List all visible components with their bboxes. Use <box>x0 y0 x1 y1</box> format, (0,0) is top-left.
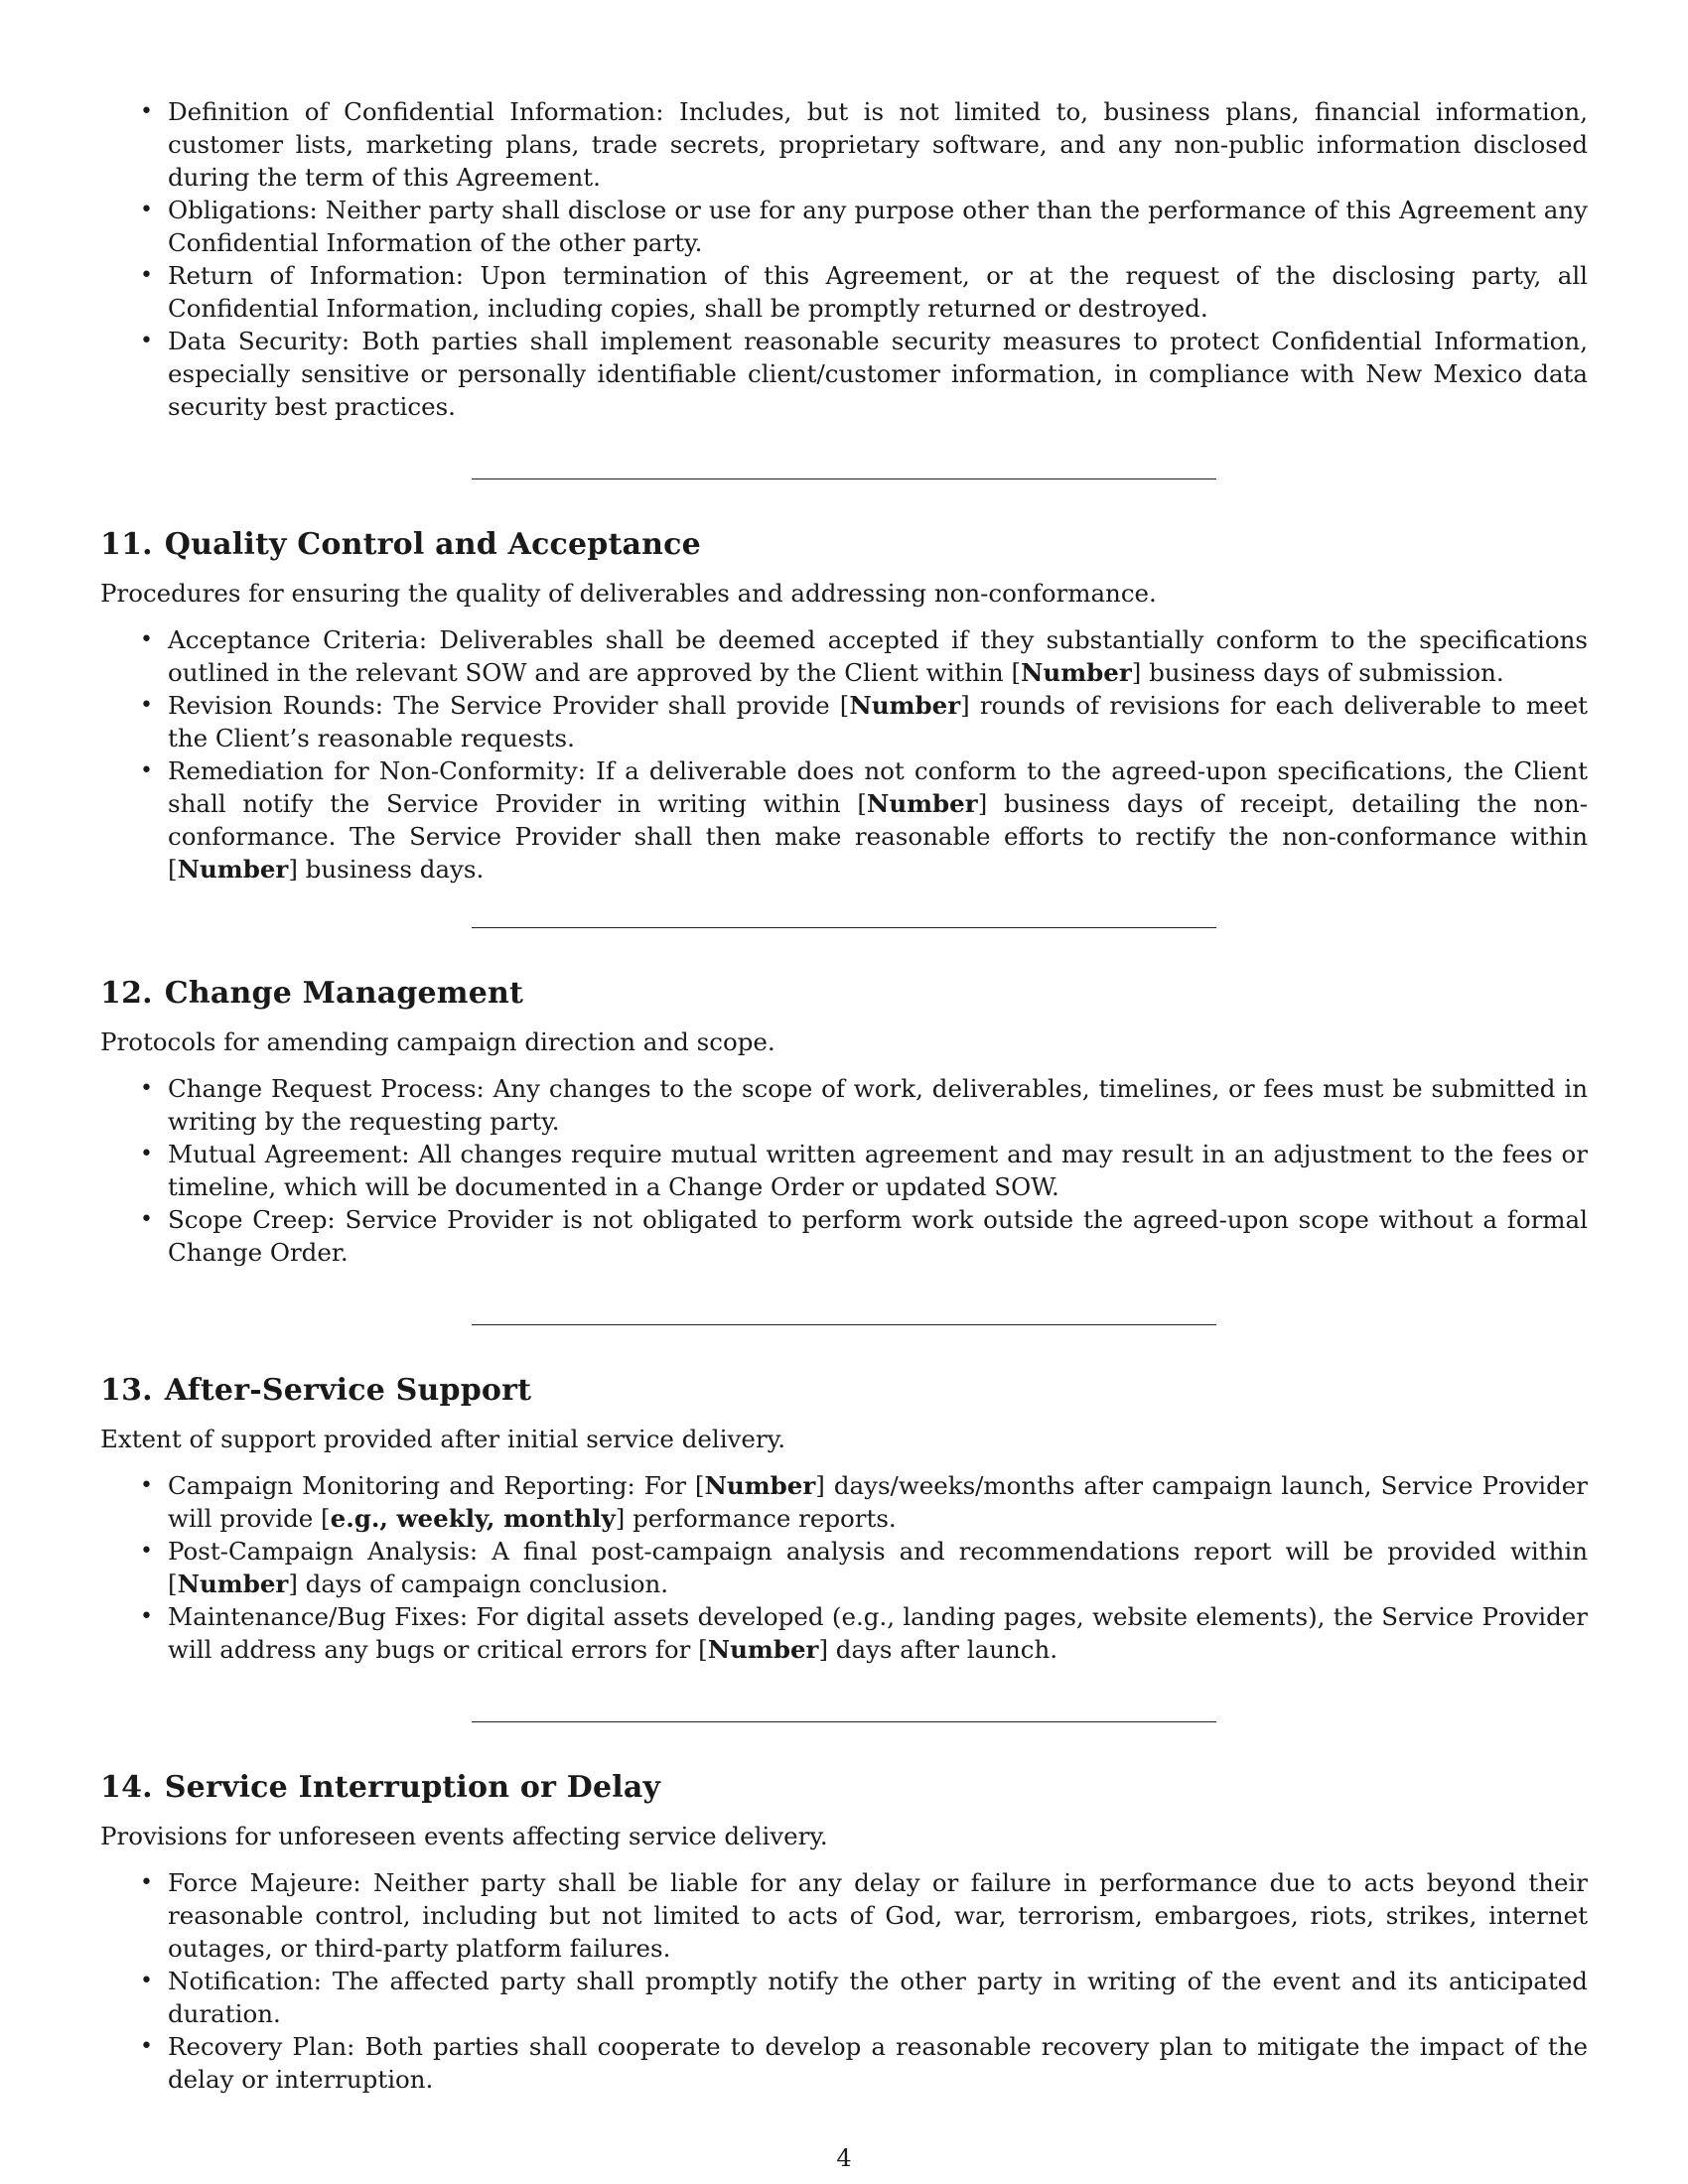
document-page <box>100 95 1588 2096</box>
list-item: • Remediation for Non-Conformity: If a deliverable does not conform to the agreed-upon specifications, the Client shall notify the Service Provider in writing within [Number] business days of receipt, detailing the non-conformance. The Service Provider shall then make reasonable efforts to rectify the non-conformance within [Number] business days. <box>140 756 1588 884</box>
list-item: • Data Security: Both parties shall implement reasonable security measures to protect Confidential Information, especially sensitive or personally identifiable client/customer information, in compliance with New Mexico data security best practices. <box>140 327 1588 421</box>
list-item: • Acceptance Criteria: Deliverables shall be deemed accepted if they substantially conform to the specifications outlined in the relevant SOW and are approved by the Client within [Number] business days of submission. <box>140 625 1588 687</box>
after-service-support-list <box>100 1469 1588 1666</box>
section-12-heading: 12. Change Management <box>100 976 524 1011</box>
section-11-intro: Procedures for ensuring the quality of deliverables and addressing non-conformance. <box>100 579 1157 608</box>
list-item: • Scope Creep: Service Provider is not obligated to perform work outside the agreed-upon scope without a formal Change Order. <box>140 1205 1588 1267</box>
list-item: • Maintenance/Bug Fixes: For digital assets developed (e.g., landing pages, website elements), the Service Provider will address any bugs or critical errors for [Number] days after launch. <box>140 1602 1588 1664</box>
list-item: • Notification: The affected party shall promptly notify the other party in writing of the event and its anticipated duration. <box>140 1967 1588 2028</box>
section-14-heading: 14. Service Interruption or Delay <box>100 1770 661 1805</box>
section-divider <box>472 927 1216 928</box>
list-item: • Post-Campaign Analysis: A final post-campaign analysis and recommendations report will be provided within [Number] days of campaign conclusion. <box>140 1537 1588 1598</box>
section-14-intro: Provisions for unforeseen events affecting service delivery. <box>100 1822 828 1850</box>
list-item: • Change Request Process: Any changes to the scope of work, deliverables, timelines, or fees must be submitted in writing by the requesting party. <box>140 1074 1588 1136</box>
list-item: • Revision Rounds: The Service Provider shall provide [Number] rounds of revisions for each deliverable to meet the Client’s reasonable requests. <box>140 691 1588 752</box>
service-interruption-list <box>100 1866 1588 2096</box>
section-11-heading: 11. Quality Control and Acceptance <box>100 527 701 562</box>
section-13-intro: Extent of support provided after initial service delivery. <box>100 1425 785 1453</box>
quality-control-list <box>100 623 1588 886</box>
list-item: • Force Majeure: Neither party shall be liable for any delay or failure in performance due to acts beyond their reasonable control, including but not limited to acts of God, war, terrorism, embargoes, riots, strikes, internet outages, or third-party platform failures. <box>140 1868 1588 1963</box>
list-item: • Return of Information: Upon termination of this Agreement, or at the request of the disclosing party, all Confidential Information, including copies, shall be promptly returned or destroyed. <box>140 261 1588 323</box>
section-divider <box>472 1324 1216 1325</box>
section-divider <box>472 1721 1216 1722</box>
list-item: • Obligations: Neither party shall disclose or use for any purpose other than the performance of this Agreement any Confidential Information of the other party. <box>140 196 1588 257</box>
confidentiality-list <box>100 95 1588 423</box>
page-number: 4 <box>836 2144 852 2172</box>
list-item: • Campaign Monitoring and Reporting: For [Number] days/weeks/months after campaign launch, Service Provider will provide [e.g., weekly, monthly] performance reports. <box>140 1471 1588 1533</box>
section-divider <box>472 478 1216 479</box>
section-13-heading: 13. After-Service Support <box>100 1373 532 1408</box>
list-item: • Definition of Confidential Information: Includes, but is not limited to, business plans, financial information, customer lists, marketing plans, trade secrets, proprietary software, and any non-public information disclosed during the term of this Agreement. <box>140 97 1588 192</box>
section-12-intro: Protocols for amending campaign direction and scope. <box>100 1027 775 1056</box>
change-management-list <box>100 1072 1588 1269</box>
list-item: • Mutual Agreement: All changes require mutual written agreement and may result in an adjustment to the fees or timeline, which will be documented in a Change Order or updated SOW. <box>140 1140 1588 1201</box>
list-item: • Recovery Plan: Both parties shall cooperate to develop a reasonable recovery plan to mitigate the impact of the delay or interruption. <box>140 2032 1588 2094</box>
